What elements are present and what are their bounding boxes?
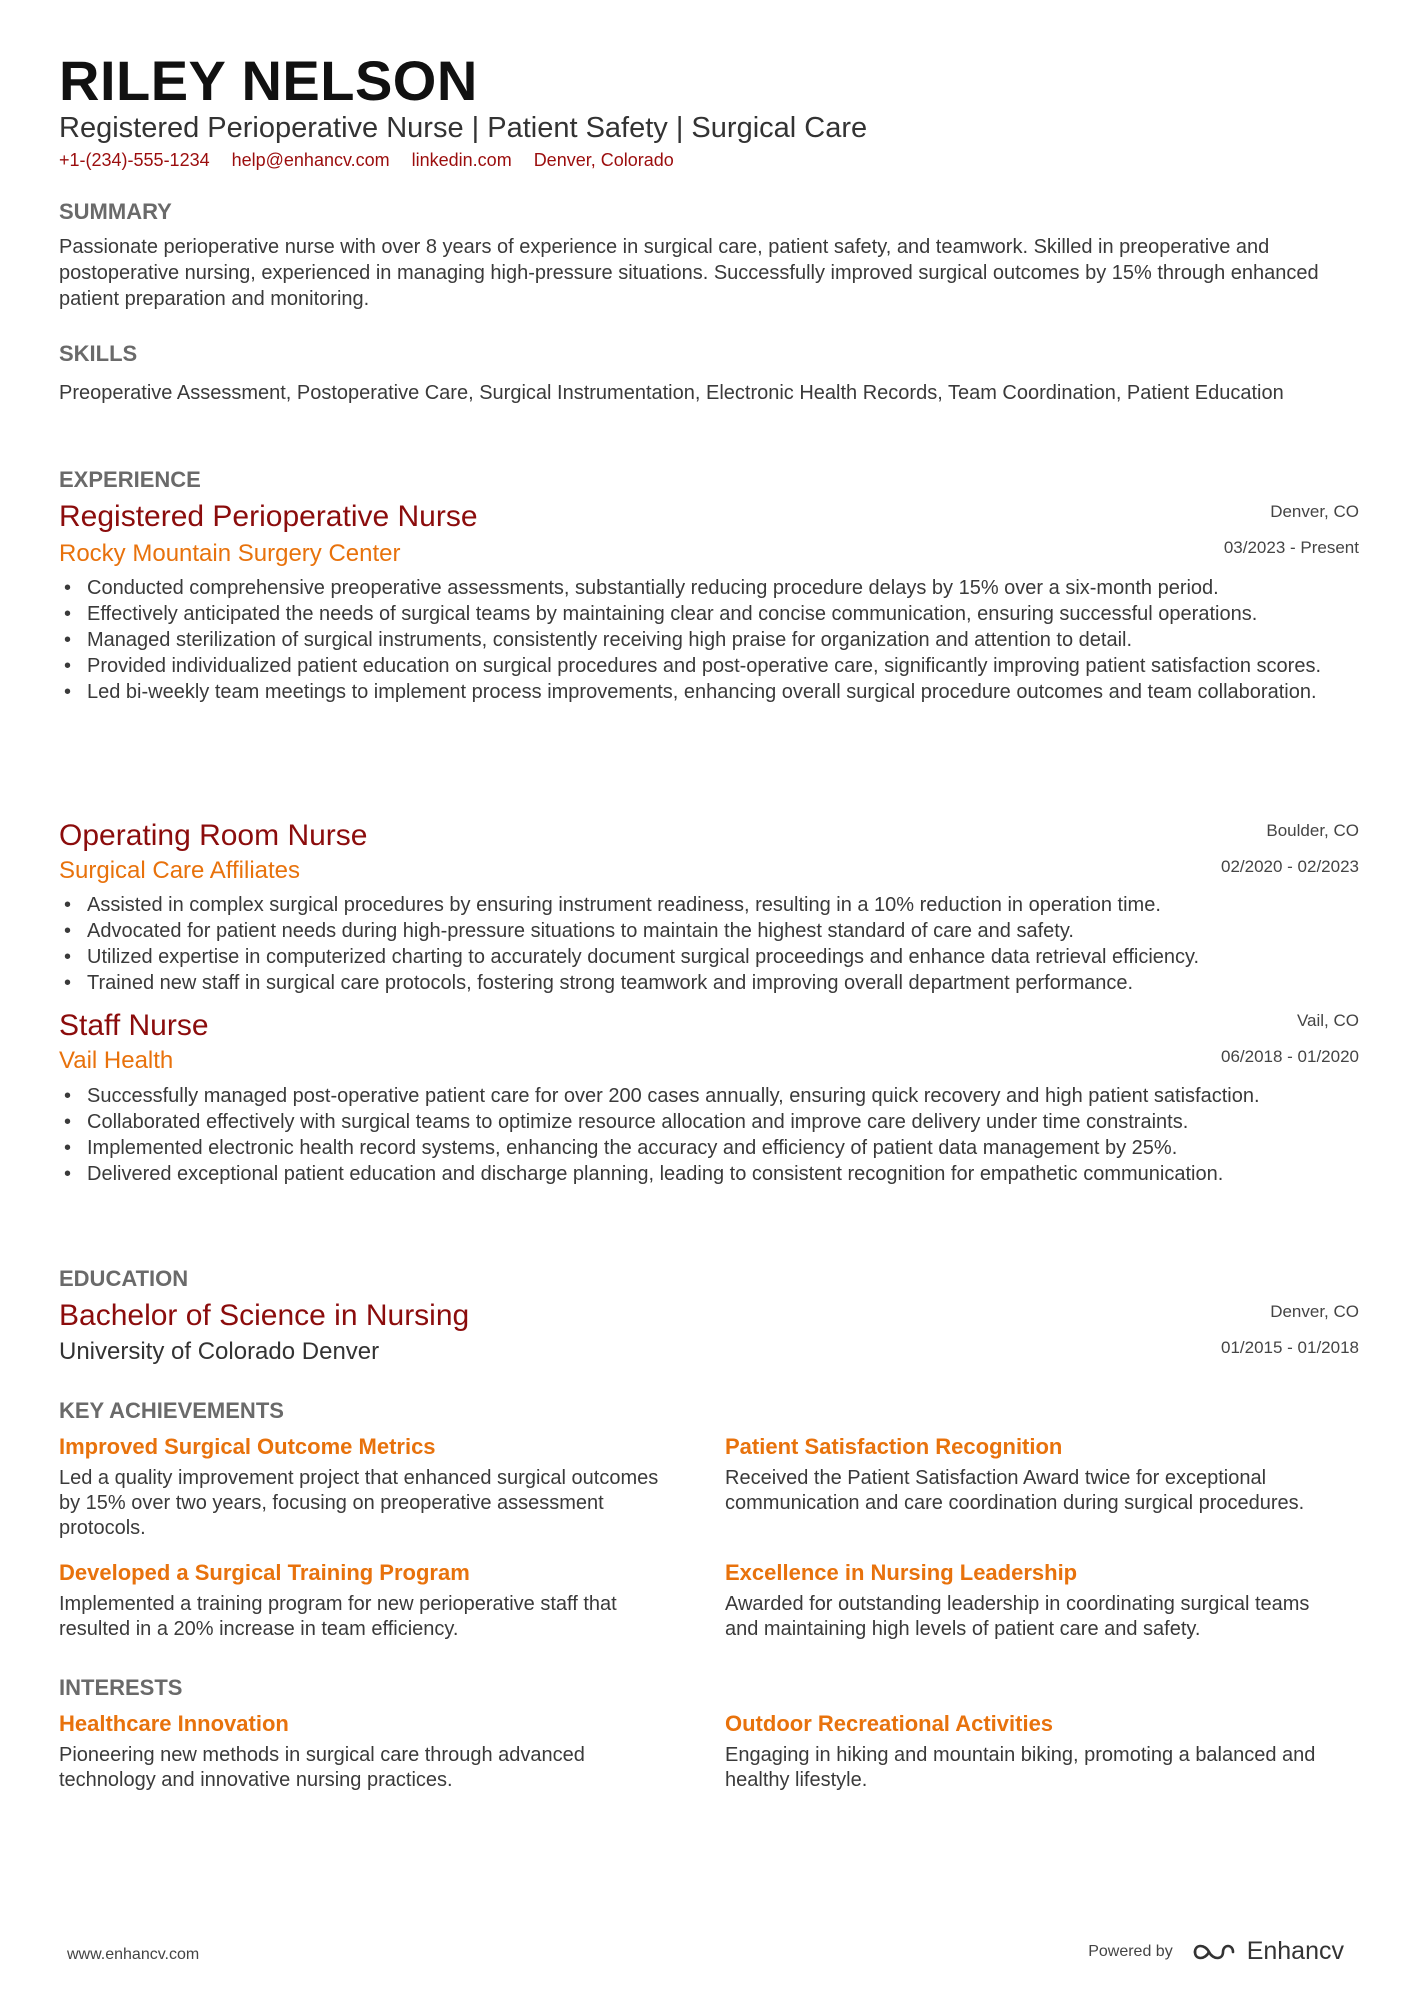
achievement-text: Received the Patient Satisfaction Award twice for exceptional communication and care coordination during surgical procedures. — [725, 1467, 1305, 1514]
job-dates: 02/2020 - 02/2023 — [1220, 857, 1359, 876]
achievement-title: Excellence in Nursing Leadership — [725, 1560, 1078, 1585]
job-title: Registered Perioperative Nurse — [59, 500, 478, 533]
job-bullet: • Led bi-weekly team meetings to implement process improvements, enhancing overall surgical procedure outcomes and team collaboration. — [59, 679, 1359, 705]
job-bullet: • Effectively anticipated the needs of surgical teams by maintaining clear and concise communication, ensuring successful operations. — [59, 601, 1359, 627]
footer-website[interactable]: www.enhancv.com — [67, 1946, 200, 1963]
achievement-text: Implemented a training program for new perioperative staff that resulted in a 20% increase in team efficiency. — [59, 1593, 617, 1640]
job-bullet: • Utilized expertise in computerized charting to accurately document surgical proceedings and enhance data retrieval efficiency. — [59, 944, 1359, 970]
experience-heading: EXPERIENCE — [59, 467, 201, 492]
summary-text: Passionate perioperative nurse with over 8 years of experience in surgical care, patient safety, and teamwork. Skilled in preoperative and postoperative nursing, experienced in managing high-pressure situations. Successfully improved surgical outcomes by 15% through enhanced patient preparation and monitoring. — [59, 236, 1319, 310]
degree-title: Bachelor of Science in Nursing — [59, 1299, 470, 1332]
job-location: Boulder, CO — [1266, 821, 1359, 840]
achievement-item — [59, 1434, 679, 1541]
candidate-name: RILEY NELSON — [59, 49, 478, 112]
headline: Registered Perioperative Nurse | Patient Safety | Surgical Care — [59, 112, 868, 144]
job-bullet: • Provided individualized patient education on surgical procedures and post-operative care, significantly improving patient satisfaction scores. — [59, 653, 1359, 679]
skills-text: Preoperative Assessment, Postoperative Care, Surgical Instrumentation, Electronic Health Records, Team Coordination, Patient Education — [59, 382, 1284, 404]
achievement-text: Awarded for outstanding leadership in coordinating surgical teams and maintaining high levels of patient care and safety. — [725, 1593, 1310, 1640]
linkedin-link[interactable]: linkedin.com — [411, 150, 512, 170]
achievement-text: Led a quality improvement project that enhanced surgical outcomes by 15% over two years, focusing on preoperative assessment protocols. — [59, 1467, 659, 1539]
job-bullets — [59, 1083, 1359, 1187]
achievement-title: Improved Surgical Outcome Metrics — [59, 1434, 436, 1459]
job-bullet: • Successfully managed post-operative patient care for over 200 cases annually, ensuring quick recovery and high patient satisfaction. — [59, 1083, 1359, 1109]
brand-name: Enhancv — [1246, 1937, 1344, 1965]
interest-item — [59, 1711, 679, 1793]
achievement-item — [725, 1560, 1345, 1642]
interest-text: Engaging in hiking and mountain biking, promoting a balanced and healthy lifestyle. — [725, 1744, 1316, 1791]
job-title: Operating Room Nurse — [59, 819, 368, 852]
achievement-title: Developed a Surgical Training Program — [59, 1560, 470, 1585]
summary-heading: SUMMARY — [59, 199, 172, 224]
job-title: Staff Nurse — [59, 1009, 209, 1042]
job-bullet: • Delivered exceptional patient education and discharge planning, leading to consistent recognition for empathetic communication. — [59, 1161, 1359, 1187]
school-name: University of Colorado Denver — [59, 1338, 380, 1365]
enhancv-logo-icon — [1191, 1940, 1237, 1964]
interests-heading: INTERESTS — [59, 1675, 183, 1700]
job-dates: 03/2023 - Present — [1223, 538, 1359, 557]
job-company: Rocky Mountain Surgery Center — [59, 540, 401, 567]
achievement-item — [725, 1434, 1345, 1516]
footer-brand — [1088, 1937, 1344, 1966]
job-company: Vail Health — [59, 1047, 174, 1074]
education-location: Denver, CO — [1270, 1302, 1359, 1321]
job-bullet: • Implemented electronic health record systems, enhancing the accuracy and efficiency of patient data management by 25%. — [59, 1135, 1359, 1161]
email-link[interactable]: help@enhancv.com — [231, 150, 390, 170]
location-text: Denver, Colorado — [533, 150, 674, 170]
job-dates: 06/2018 - 01/2020 — [1220, 1047, 1359, 1066]
skills-heading: SKILLS — [59, 341, 138, 366]
education-dates: 01/2015 - 01/2018 — [1220, 1338, 1359, 1357]
job-bullets — [59, 575, 1359, 705]
job-bullet: • Collaborated effectively with surgical teams to optimize resource allocation and improve care delivery under time constraints. — [59, 1109, 1359, 1135]
achievement-item — [59, 1560, 679, 1642]
interest-item — [725, 1711, 1345, 1793]
contact-row — [59, 150, 674, 171]
job-bullet: • Assisted in complex surgical procedures by ensuring instrument readiness, resulting in a 10% reduction in operation time. — [59, 892, 1359, 918]
achievements-heading: KEY ACHIEVEMENTS — [59, 1398, 284, 1423]
interest-title: Healthcare Innovation — [59, 1711, 289, 1736]
job-company: Surgical Care Affiliates — [59, 857, 301, 884]
phone-link[interactable]: +1-(234)-555-1234 — [59, 150, 210, 170]
job-bullet: • Conducted comprehensive preoperative assessments, substantially reducing procedure delays by 15% over a six-month period. — [59, 575, 1359, 601]
job-bullet: • Advocated for patient needs during high-pressure situations to maintain the highest standard of care and safety. — [59, 918, 1359, 944]
job-location: Vail, CO — [1296, 1011, 1359, 1030]
powered-by-label: Powered by — [1088, 1942, 1173, 1960]
achievement-title: Patient Satisfaction Recognition — [725, 1434, 1063, 1459]
job-bullet: • Managed sterilization of surgical instruments, consistently receiving high praise for organization and attention to detail. — [59, 627, 1359, 653]
job-bullet: • Trained new staff in surgical care protocols, fostering strong teamwork and improving overall department performance. — [59, 970, 1359, 996]
job-bullets — [59, 892, 1359, 996]
interest-title: Outdoor Recreational Activities — [725, 1711, 1054, 1736]
enhancv-brand[interactable] — [1191, 1937, 1344, 1966]
job-location: Denver, CO — [1270, 502, 1359, 521]
interest-text: Pioneering new methods in surgical care through advanced technology and innovative nursing practices. — [59, 1744, 585, 1791]
education-heading: EDUCATION — [59, 1266, 189, 1291]
